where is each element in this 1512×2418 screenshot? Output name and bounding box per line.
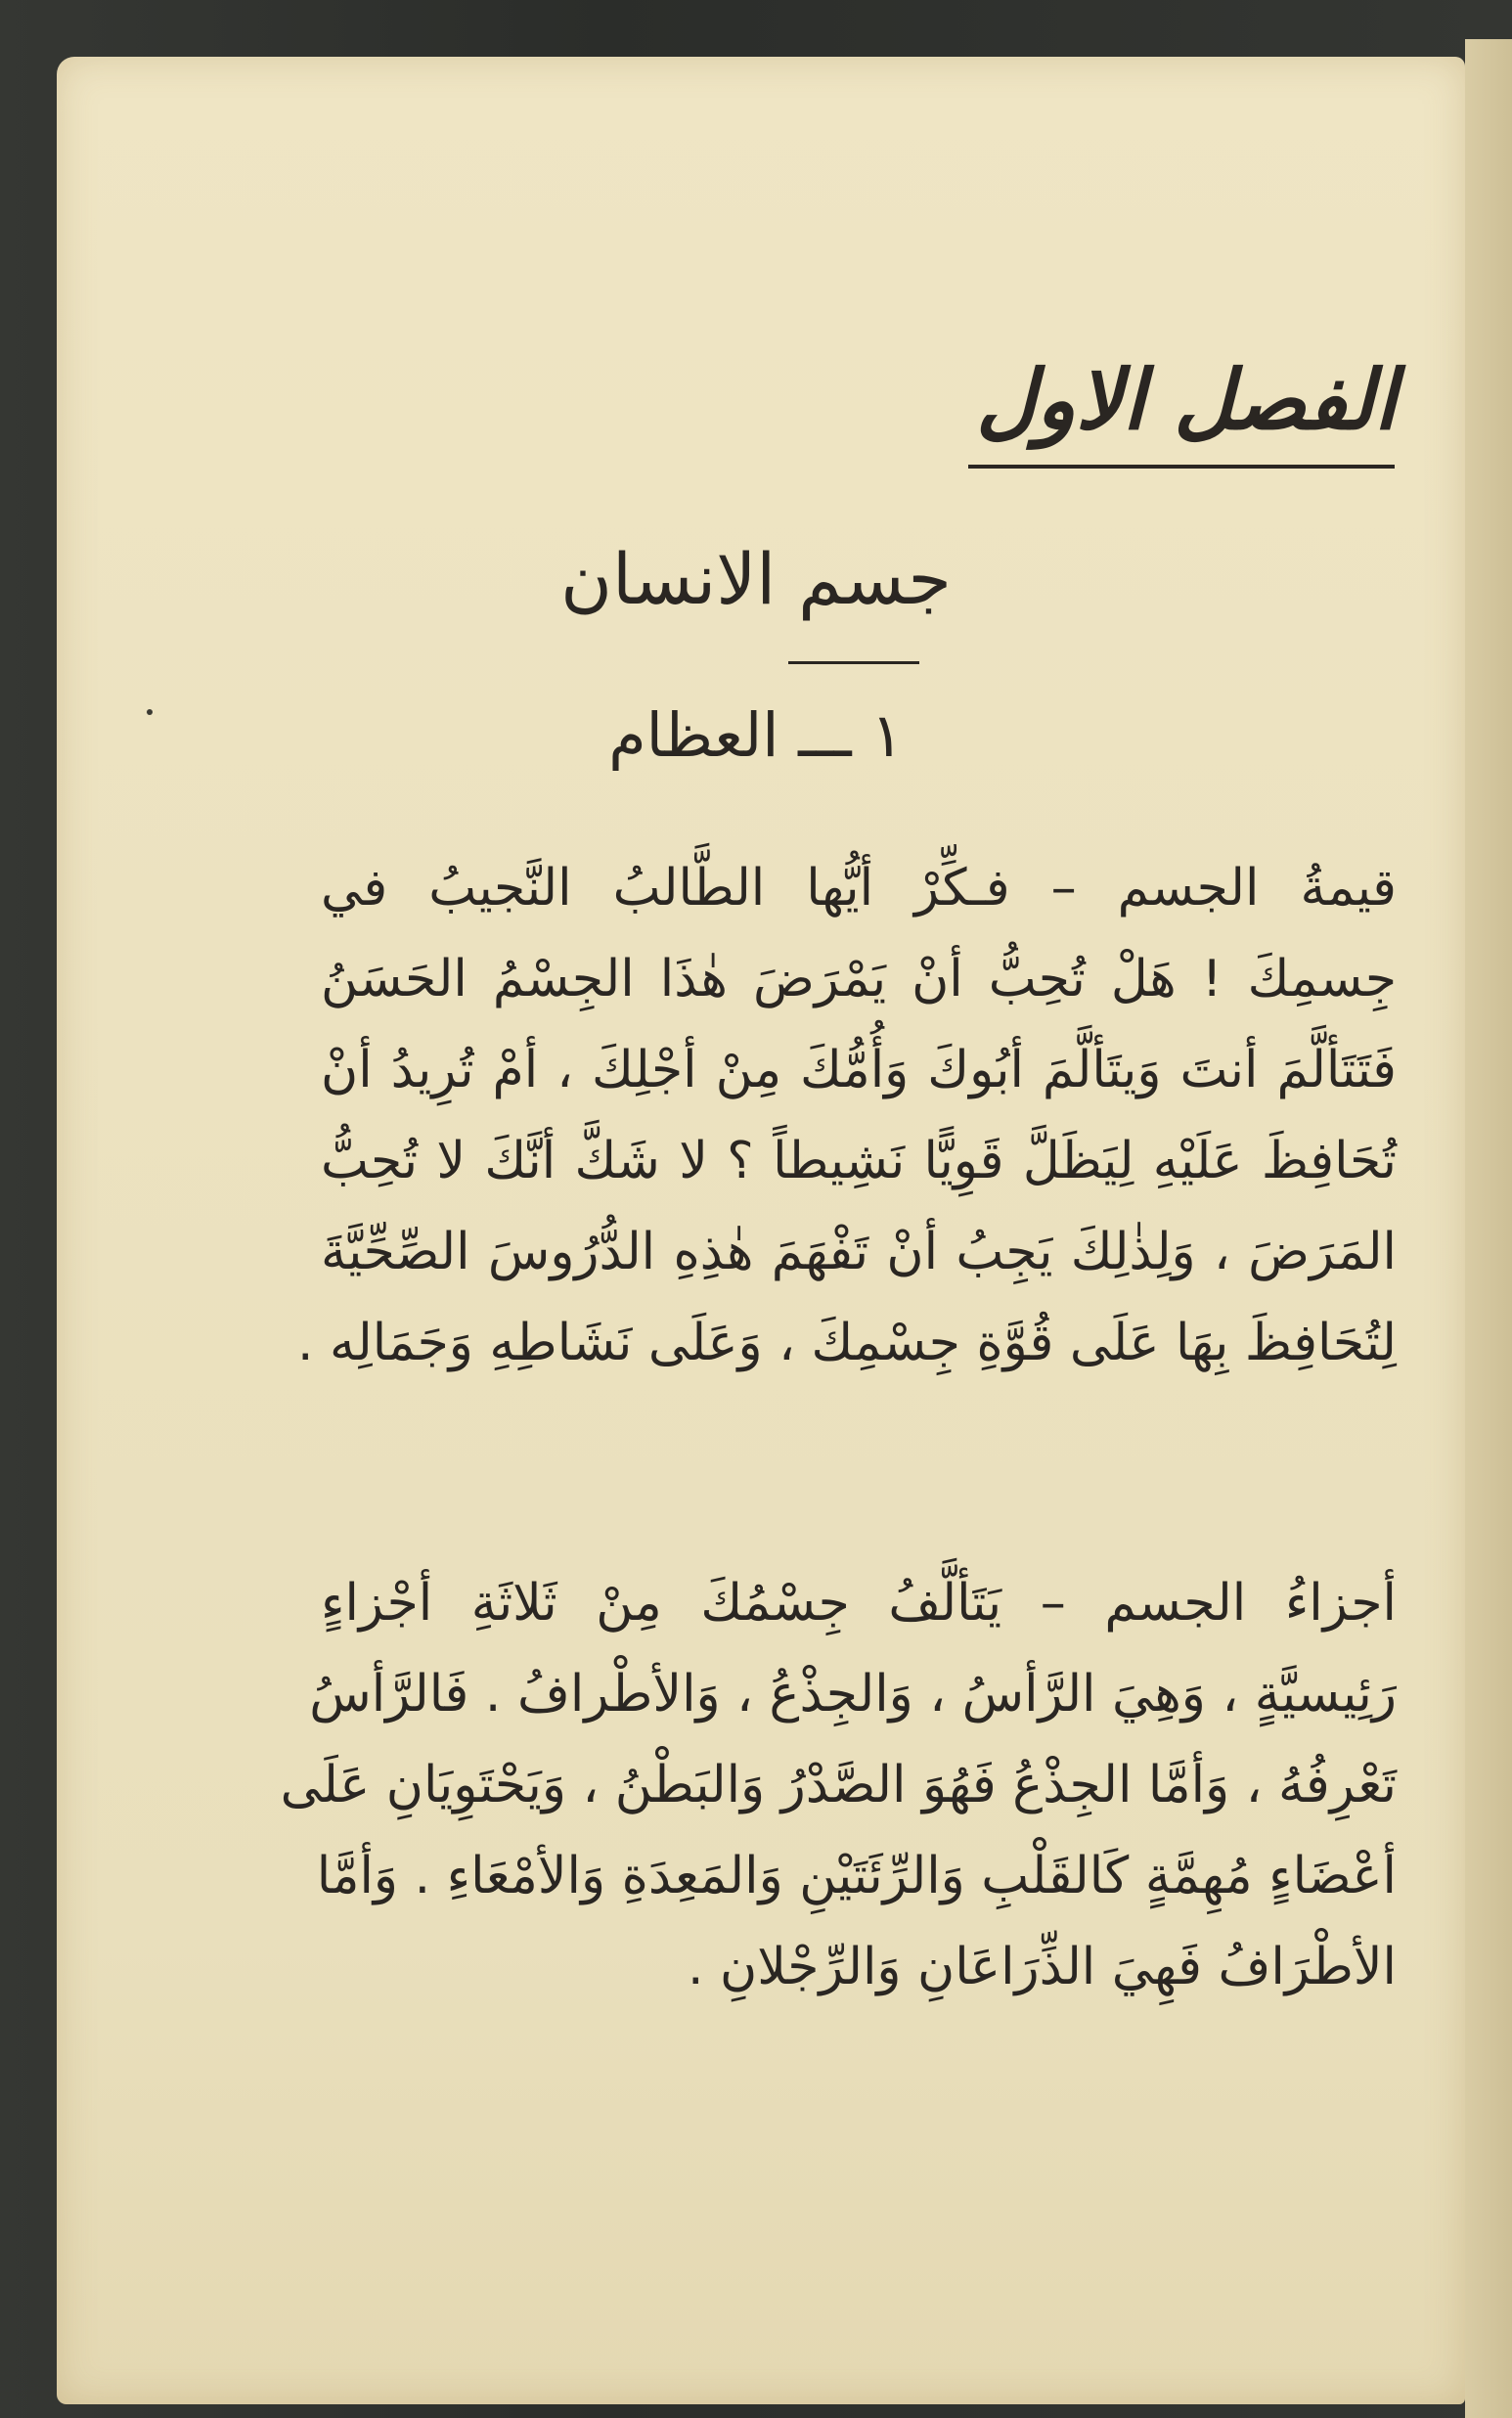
- paragraph-line: أجزاءُ الجسم – يَتَألَّفُ جِسْمُكَ مِنْ ثَلاثَةِ أجْزاءٍ: [321, 1574, 1397, 1633]
- section-title: جسم الانسان: [560, 538, 952, 620]
- paragraph-line: تَعْرِفُهُ ، وَأمَّا الجِذْعُ فَهُوَ الصَّدْرُ وَالبَطْنُ ، وَيَحْتَوِيَانِ عَلَى: [280, 1756, 1397, 1814]
- adjacent-page-edge: [1465, 39, 1512, 2418]
- paragraph-line: المَرَضَ ، وَلِذٰلِكَ يَجِبُ أنْ تَفْهَمَ هٰذِهِ الدُّرُوسَ الصِّحِّيَّةَ: [321, 1223, 1397, 1281]
- paragraph-body-parts: [280, 1558, 1397, 2013]
- paragraph-line: الأطْرَافُ فَهِيَ الذِّرَاعَانِ وَالرِّجْلانِ .: [687, 1938, 1397, 1996]
- paragraph-body-value: [296, 843, 1397, 1389]
- paragraph-line: فَتَتَألَّمَ أنتَ وَيتَألَّمَ أبُوكَ وَأُمُّكَ مِنْ أجْلِكَ ، أمْ تُرِيدُ أنْ: [321, 1041, 1397, 1099]
- paragraph-line: جِسمِكَ ! هَلْ تُحِبُّ أنْ يَمْرَضَ هٰذَا الجِسْمُ الحَسَنُ: [321, 950, 1397, 1008]
- subsection-title: ١ ـــ العظام: [608, 699, 904, 771]
- paragraph-line: قيمةُ الجسم – فـكِّرْ أيُّها الطَّالبُ النَّجيبُ في: [321, 859, 1397, 918]
- chapter-title-underline: [968, 465, 1395, 469]
- paragraph-line: أعْضَاءٍ مُهِمَّةٍ كَالقَلْبِ وَالرِّئَتَيْنِ وَالمَعِدَةِ وَالأمْعَاءِ . وَأمَّا: [316, 1847, 1397, 1905]
- chapter-title: الفصل الاول: [976, 352, 1397, 448]
- paragraph-line: لِتُحَافِظَ بِهَا عَلَى قُوَّةِ جِسْمِكَ ، وَعَلَى نَشَاطِهِ وَجَمَالِه .: [296, 1314, 1397, 1372]
- paragraph-line: رَئِيسيَّةٍ ، وَهِيَ الرَّأسُ ، وَالجِذْعُ ، وَالأطْرافُ . فَالرَّأسُ: [309, 1665, 1397, 1724]
- section-divider: [788, 661, 919, 664]
- paragraph-line: تُحَافِظَ عَلَيْهِ لِيَظَلَّ قَوِيًّا نَشِيطاً ؟ لا شَكَّ أنَّكَ لا تُحِبُّ: [321, 1132, 1397, 1190]
